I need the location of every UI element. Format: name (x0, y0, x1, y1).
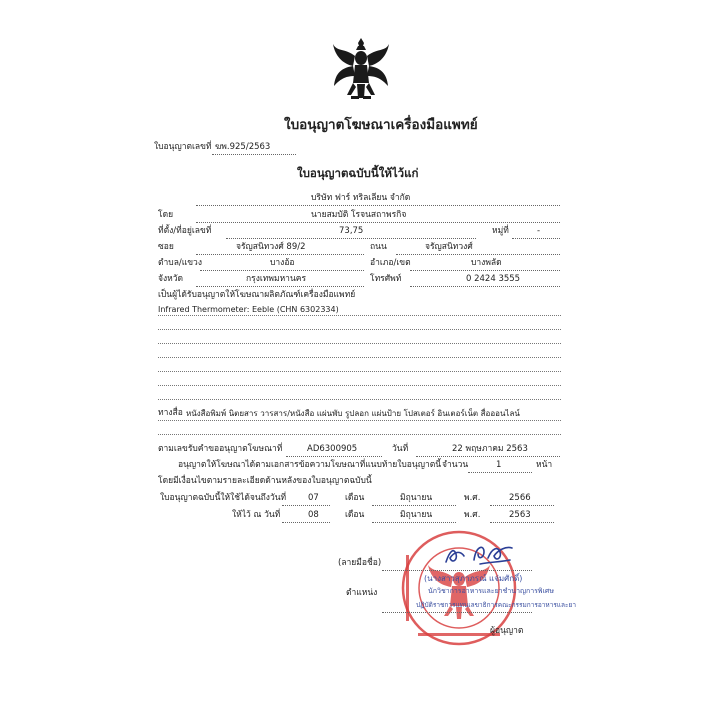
document-title: ใบอนุญาตโฆษณาเครื่องมือแพทย์ (284, 117, 478, 133)
district-underline (410, 270, 560, 271)
media-underline-2 (158, 434, 561, 435)
granted-to-heading: ใบอนุญาตฉบับนี้ให้ไว้แก่ (297, 166, 419, 180)
soi-value: จรัญสนิทวงศ์ 89/2 (236, 242, 306, 252)
by-label: โดย (158, 210, 174, 220)
issued-day: 08 (308, 510, 319, 520)
blank-line-7 (158, 399, 561, 400)
phone-label: โทรศัพท์ (370, 274, 402, 284)
media-value: หนังสือพิมพ์ นิตยสาร วารสาร/หนังสือ แผ่นพับ รูปลอก แผ่นป้าย โปสเตอร์ อินเตอร์เน็ต สื่อออนไลน์ (186, 409, 520, 418)
sign-underline (382, 570, 532, 571)
valid-year-label: พ.ศ. (464, 493, 481, 503)
blank-line-2 (158, 329, 561, 330)
by-underline (196, 222, 560, 223)
count-value: 1 (496, 460, 502, 470)
sign-label: (ลายมือชื่อ) (338, 558, 382, 568)
count-underline (468, 472, 532, 473)
province-underline (196, 286, 364, 287)
blank-line-1 (158, 315, 561, 316)
valid-label: ใบอนุญาตฉบับนี้ให้ใช้ได้จนถึงวันที่ (160, 493, 287, 503)
issued-month-label: เดือน (345, 510, 365, 520)
issued-year-underline (490, 522, 554, 523)
position-underline (382, 612, 532, 613)
valid-month: มิถุนายน (400, 493, 433, 503)
road-value: จรัญสนิทวงศ์ (425, 242, 473, 252)
moo-label: หมู่ที่ (492, 226, 509, 236)
request-no-underline (286, 456, 382, 457)
request-date-label: วันที่ (392, 444, 409, 454)
request-no: AD6300905 (307, 444, 358, 454)
issued-year-label: พ.ศ. (464, 510, 481, 520)
product-name: Infrared Thermometer: Eeble (CHN 6302334) (158, 305, 339, 314)
blank-line-4 (158, 357, 561, 358)
license-no-underline (212, 154, 296, 155)
license-no: ฆพ.925/2563 (215, 142, 271, 152)
address-underline (226, 238, 476, 239)
issued-month-underline (372, 522, 456, 523)
media-underline-1 (158, 420, 561, 421)
product-intro: เป็นผู้ได้รับอนุญาตให้โฆษณาผลิตภัณฑ์เครื่องมือแพทย์ (158, 290, 356, 300)
district-value: บางพลัด (471, 258, 502, 268)
valid-day: 07 (308, 493, 319, 503)
soi-underline (196, 254, 364, 255)
soi-label: ซอย (158, 242, 174, 252)
signer-role: ปฏิบัติราชการแทนเลขาธิการคณะกรรมการอาหารและยา (416, 601, 576, 609)
subdistrict-label: ตำบล/แขวง (158, 258, 202, 268)
province-label: จังหวัด (158, 274, 184, 284)
position-label: ตำแหน่ง (346, 588, 378, 598)
company-name: บริษัท ฟาร์ ทริลเลียน จำกัด (311, 193, 411, 203)
address-label: ที่ตั้ง/ที่อยู่เลขที่ (158, 226, 212, 236)
media-label: ทางสื่อ (158, 408, 183, 418)
blank-line-3 (158, 343, 561, 344)
road-underline (396, 254, 560, 255)
request-label: ตามเลขรับคำขออนุญาตโฆษณาที่ (158, 444, 283, 454)
blank-line-6 (158, 385, 561, 386)
valid-year-underline (490, 505, 554, 506)
address-no: 73,75 (339, 226, 364, 236)
province-value: กรุงเทพมหานคร (246, 274, 307, 284)
road-label: ถนน (370, 242, 387, 252)
issued-month: มิถุนายน (400, 510, 433, 520)
phone-underline (410, 286, 560, 287)
issued-year: 2563 (509, 510, 531, 520)
moo-value: - (537, 226, 541, 236)
valid-month-label: เดือน (345, 493, 365, 503)
valid-month-underline (372, 505, 456, 506)
issued-day-underline (282, 522, 330, 523)
signer-name: (นางสาวสุภาภรณ์ แจ่มศักดิ์) (424, 574, 523, 583)
signature (440, 540, 520, 570)
request-line2: อนุญาตให้โฆษณาได้ตามเอกสารข้อความโฆษณาที่แนบท้ายใบอนุญาตนี้ (178, 460, 442, 470)
issued-label: ให้ไว้ ณ วันที่ (232, 510, 281, 520)
signer-footer: ผู้อนุญาต (490, 626, 524, 636)
valid-day-underline (282, 505, 330, 506)
by-value: นายสมบัติ โรจนสถาพรกิจ (311, 210, 407, 220)
moo-underline (512, 238, 560, 239)
garuda-emblem (331, 36, 391, 106)
page-label: หน้า (536, 460, 553, 470)
blank-line-5 (158, 371, 561, 372)
district-label: อำเภอ/เขต (370, 258, 411, 268)
valid-year: 2566 (509, 493, 531, 503)
license-no-label: ใบอนุญาตเลขที่ (154, 142, 212, 152)
subdistrict-value: บางอ้อ (270, 258, 295, 268)
signer-title: นักวิชาการอาหารและยาชำนาญการพิเศษ (428, 587, 554, 595)
subdistrict-underline (200, 270, 364, 271)
company-underline (196, 205, 560, 206)
request-date-underline (416, 456, 560, 457)
count-label: จำนวน (442, 460, 469, 470)
phone-value: 0 2424 3555 (466, 274, 521, 284)
request-line3: โดยมีเงื่อนไขตามรายละเอียดด้านหลังของใบอนุญาตฉบับนี้ (158, 476, 372, 486)
request-date: 22 พฤษภาคม 2563 (452, 444, 528, 454)
